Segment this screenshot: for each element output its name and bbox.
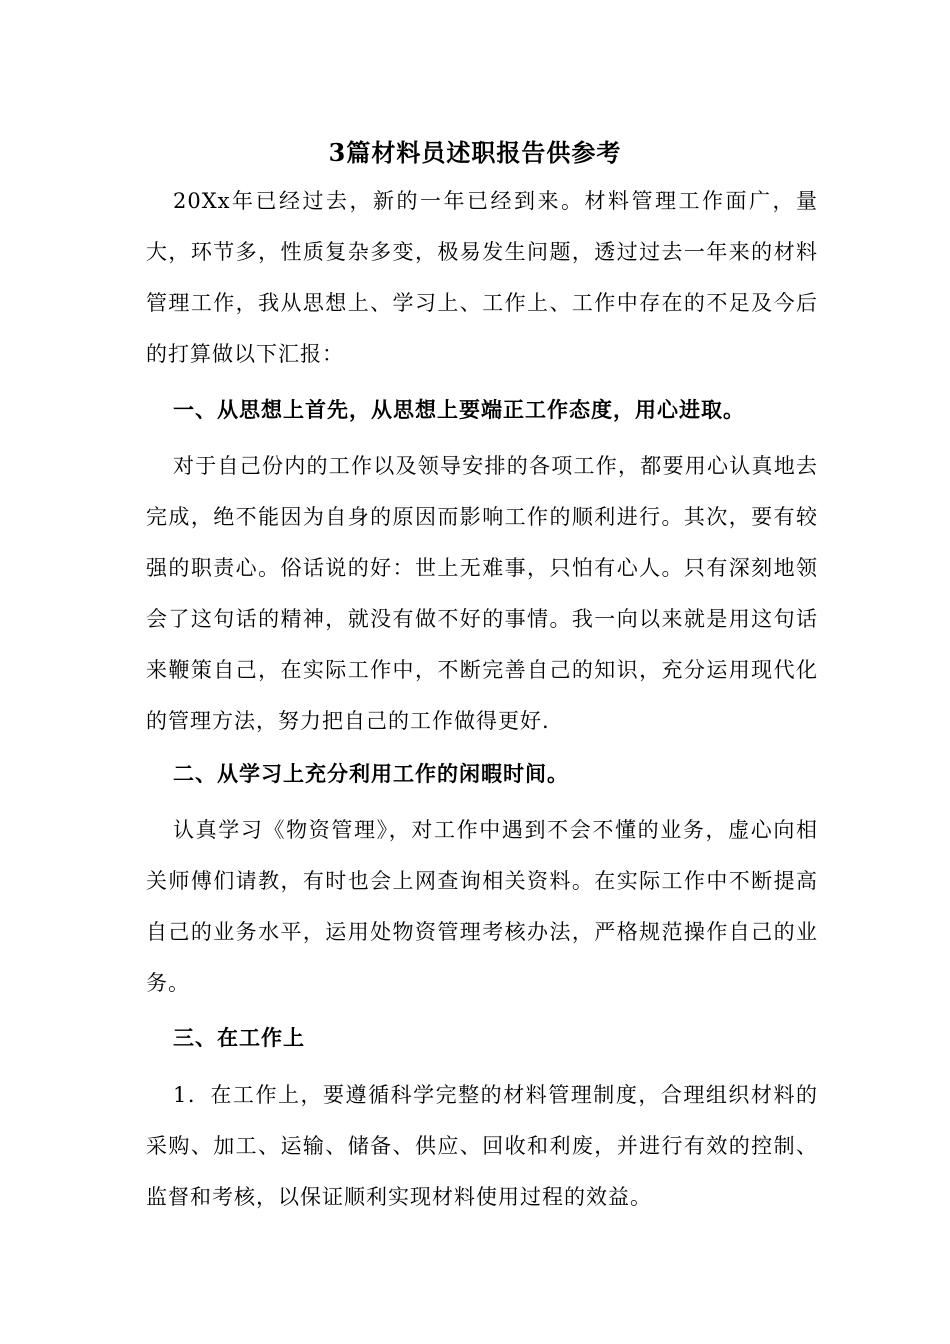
section-2-paragraph: 认真学习《物资管理》，对工作中遇到不会不懂的业务，虚心向相关师傅们请教，有时也会上网查询相关资料。在实际工作中不断提高自己的业务水平，运用处物资管理考核办法，严格规范操作自己的业务。 bbox=[146, 818, 818, 995]
section-3-heading: 三、在工作上 bbox=[173, 1026, 305, 1050]
section-1-paragraph: 对于自己份内的工作以及领导安排的各项工作，都要用心认真地去完成，绝不能因为自身的原因而影响工作的顺利进行。其次，要有较强的职责心。俗话说的好：世上无难事，只怕有心人。只有深刻地领会了这句话的精神，就没有做不好的事情。我一向以来就是用这句话来鞭策自己，在实际工作中，不断完善自己的知识，充分运用现代化的管理方法，努力把自己的工作做得更好. bbox=[146, 454, 818, 733]
document-title: 3篇材料员述职报告供参考 bbox=[328, 138, 622, 167]
section-1-heading: 一、从思想上首先，从思想上要端正工作态度，用心进取。 bbox=[173, 398, 745, 422]
section-2-heading: 二、从学习上充分利用工作的闲暇时间。 bbox=[173, 762, 569, 786]
intro-paragraph: 20Xx年已经过去，新的一年已经到来。材料管理工作面广，量大，环节多，性质复杂多变，极易发生问题，透过过去一年来的材料管理工作，我从思想上、学习上、工作上、工作中存在的不足及今后的打算做以下汇报： bbox=[146, 189, 818, 366]
section-3-item-1: 1．在工作上，要遵循科学完整的材料管理制度，合理组织材料的采购、加工、运输、储备、供应、回收和利废，并进行有效的控制、监督和考核，以保证顺利实现材料使用过程的效益。 bbox=[146, 1083, 818, 1209]
